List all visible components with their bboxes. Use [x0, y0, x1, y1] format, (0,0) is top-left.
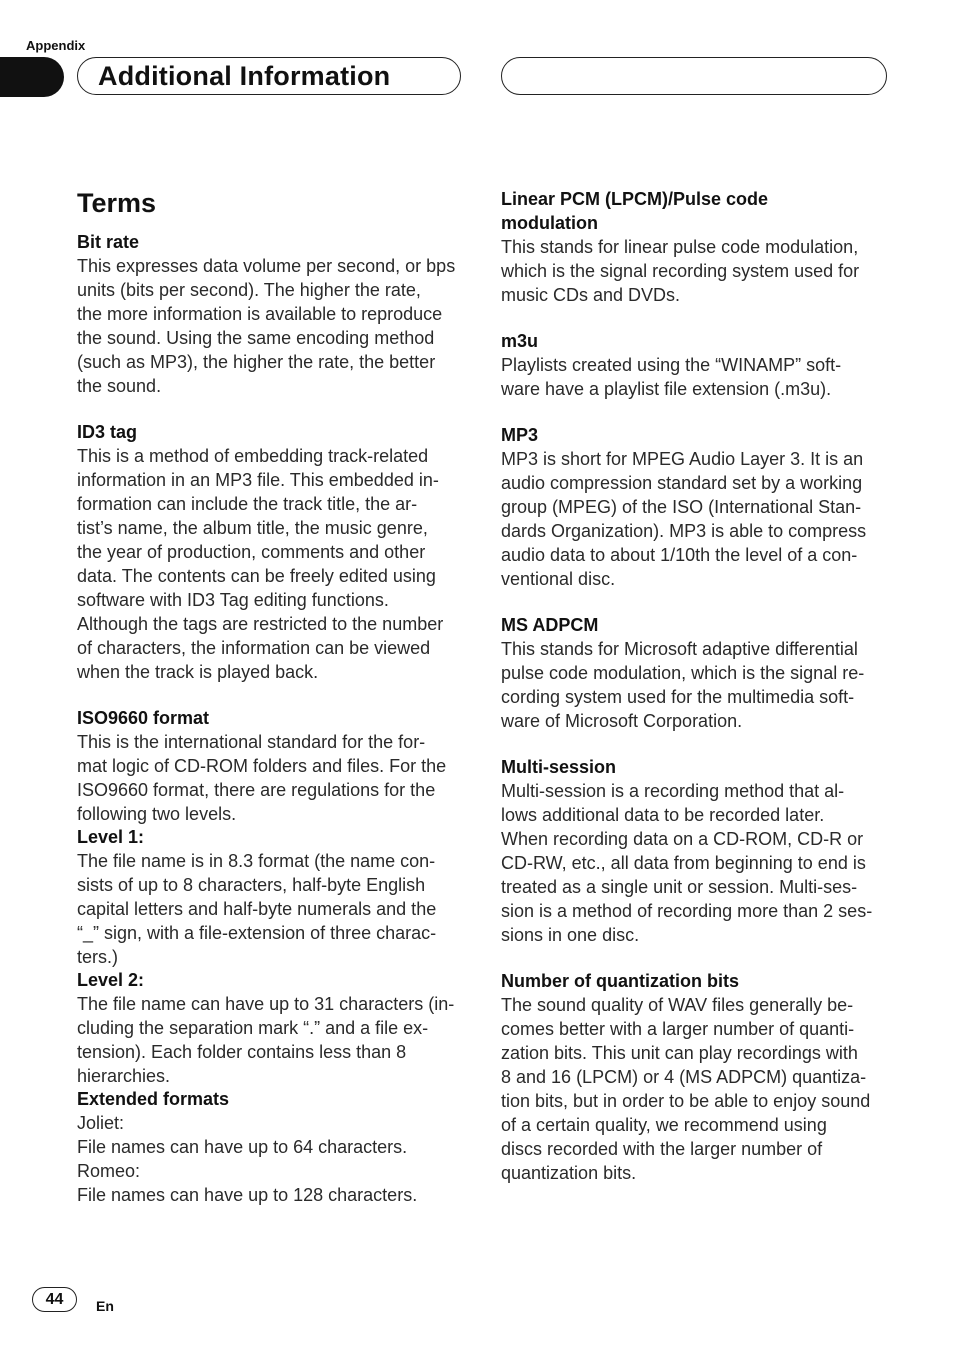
right-column	[501, 187, 893, 1207]
section-tab-marker	[0, 57, 64, 97]
left-column	[77, 186, 469, 1229]
extended-formats-label: Extended formats	[77, 1089, 230, 1109]
term-entry-lpcm	[501, 187, 893, 307]
term-title: Multi-session	[501, 757, 617, 777]
level1-label: Level 1:	[77, 827, 145, 847]
term-definition: The sound quality of WAV files generally be- comes better with a larger number of quanti- zation bits. This unit can play recordings with 8 and 16 (LPCM) or 4 (MS ADPCM) quantiza- tion bits, but in order to be able to enjoy sound of a certain quality, we recommend using discs recorded with the larger number of quantization bits.	[501, 995, 871, 1183]
term-title: MS ADPCM	[501, 615, 599, 635]
term-entry-mp3	[501, 423, 893, 591]
term-definition: This expresses data volume per second, or bps units (bits per second). The higher the rate, the more information is available to reproduce the sound. Using the same encoding method (such as MP3), the higher the rate, the better the sound.	[77, 256, 456, 396]
page-title: Additional Information	[98, 60, 391, 91]
term-title: ISO9660 format	[77, 708, 210, 728]
term-entry-multi-session	[501, 755, 893, 947]
term-definition: This is a method of embedding track-related information in an MP3 file. This embedded in- formation can include the track title, the ar- tist’s name, the album title, the music genre, the year of production, comments and other data. The contents can be freely edited using software with ID3 Tag editing functions. Although the tags are restricted to the number of characters, the information can be viewed when the track is played back.	[77, 446, 444, 682]
term-title: Linear PCM (LPCM)/Pulse code modulation	[501, 189, 769, 233]
extended-formats-definition: Joliet: File names can have up to 64 characters. Romeo: File names can have up to 128 characters.	[77, 1113, 418, 1205]
term-entry-bit-rate	[77, 230, 469, 398]
title-box	[77, 57, 461, 95]
term-title: Bit rate	[77, 232, 140, 252]
term-definition: This is the international standard for the for- mat logic of CD-ROM folders and files. For the ISO9660 format, there are regulations for the following two levels.	[77, 732, 447, 824]
term-title: MP3	[501, 425, 539, 445]
term-definition: Multi-session is a recording method that al- lows additional data to be recorded later. When recording data on a CD-ROM, CD-R or CD-RW, etc., all data from beginning to end is treated as a single unit or session. Multi-ses- sion is a method of recording more than 2 ses- sions in one disc.	[501, 781, 873, 945]
level2-definition: The file name can have up to 31 characters (in- cluding the separation mark “.” and a file ex- tension). Each folder contains less than 8 hierarchies.	[77, 994, 455, 1086]
empty-title-box	[501, 57, 887, 95]
term-title: m3u	[501, 331, 539, 351]
term-entry-ms-adpcm	[501, 613, 893, 733]
term-definition: This stands for linear pulse code modulation, which is the signal recording system used for music CDs and DVDs.	[501, 237, 860, 305]
term-definition: Playlists created using the “WINAMP” soft- ware have a playlist file extension (.m3u).	[501, 355, 842, 399]
level2-label: Level 2:	[77, 970, 145, 990]
term-title: Number of quantization bits	[501, 971, 739, 991]
page-number: 44	[32, 1287, 77, 1312]
language-code: En	[96, 1298, 114, 1314]
term-definition: MP3 is short for MPEG Audio Layer 3. It is an audio compression standard set by a working group (MPEG) of the ISO (International Stan- dards Organization). MP3 is able to compress audio data to about 1/10th the level of a con- ventional disc.	[501, 449, 867, 589]
term-definition: This stands for Microsoft adaptive differential pulse code modulation, which is the signal re- cording system used for the multimedia soft- ware of Microsoft Corporation.	[501, 639, 865, 731]
term-entry-quantization-bits	[501, 969, 893, 1185]
term-entry-m3u	[501, 329, 893, 401]
section-label: Appendix	[26, 38, 86, 53]
level1-definition: The file name is in 8.3 format (the name con- sists of up to 8 characters, half-byte English capital letters and half-byte numerals and the “_” sign, with a file-extension of three charac- ters.)	[77, 851, 437, 967]
term-title: ID3 tag	[77, 422, 138, 442]
term-entry-iso9660	[77, 706, 469, 1207]
terms-heading: Terms	[77, 188, 157, 218]
term-entry-id3-tag	[77, 420, 469, 684]
